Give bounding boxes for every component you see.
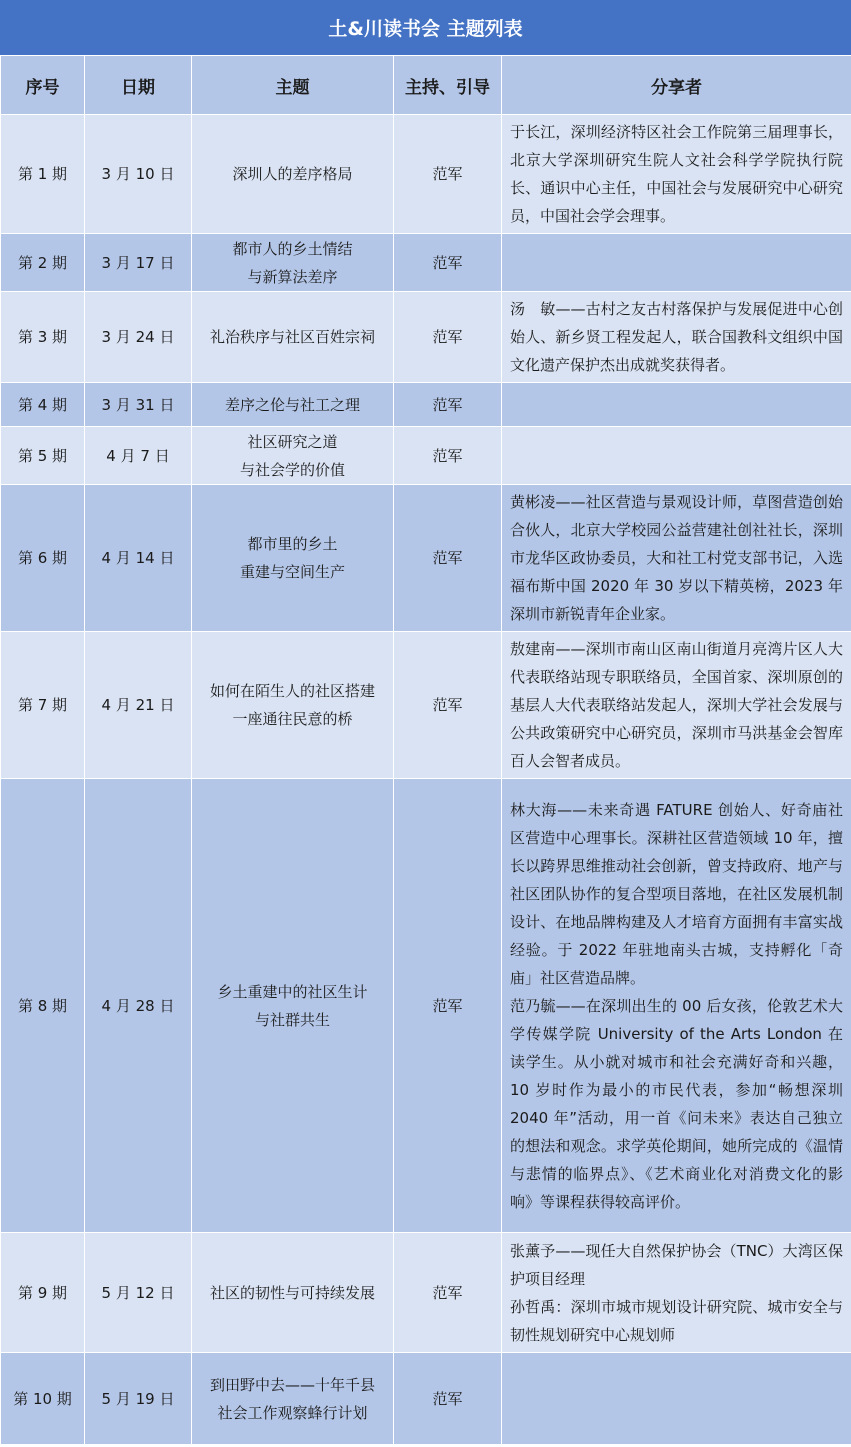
header-topic: 主题 bbox=[192, 56, 394, 115]
topic-line: 礼治秩序与社区百姓宗祠 bbox=[209, 328, 375, 346]
issue-host: 范军 bbox=[394, 1353, 502, 1445]
topic-line: 到田野中去——十年千县 bbox=[209, 1375, 375, 1394]
issue-host: 范军 bbox=[394, 292, 502, 383]
issue-host: 范军 bbox=[394, 485, 502, 632]
issue-topic bbox=[192, 632, 394, 779]
topic-line: 与社会学的价值 bbox=[239, 460, 345, 479]
speaker-bio: 范乃毓——在深圳出生的 00 后女孩，伦敦艺术大学传媒学院 University of the Arts London 在读学生。从小就对城市和社会充满好奇和兴趣，10 岁时作为最小的市民代表，参加“畅想深圳 2040 年”活动，用一首《问未来》表达自己独立的想法和观念。求学英伦期间，她所完成的《温情与悲情的临界点》、《艺术商业化对消费文化的影响》等课程获得较高评价。 bbox=[510, 996, 843, 1211]
issue-speakers bbox=[502, 234, 851, 292]
table-row bbox=[1, 1233, 851, 1353]
header-host: 主持、引导 bbox=[394, 56, 502, 115]
table-row bbox=[1, 383, 851, 427]
issue-topic bbox=[192, 1233, 394, 1353]
topic-line: 差序之伦与社工之理 bbox=[224, 395, 360, 414]
issue-number: 第 10 期 bbox=[1, 1353, 85, 1445]
issue-number: 第 7 期 bbox=[1, 632, 85, 779]
issue-date: 4 月 14 日 bbox=[85, 485, 192, 632]
topic-line: 如何在陌生人的社区搭建 bbox=[209, 682, 375, 700]
topic-line: 重建与空间生产 bbox=[239, 563, 345, 581]
issue-topic bbox=[192, 427, 394, 485]
issue-speakers bbox=[502, 779, 851, 1233]
issue-number: 第 4 期 bbox=[1, 383, 85, 427]
table-row bbox=[1, 632, 851, 779]
issue-speakers bbox=[502, 485, 851, 632]
speaker-bio: 于长江，深圳经济特区社会工作院第三届理事长，北京大学深圳研究生院人文社会科学学院执行院长、通识中心主任，中国社会与发展研究中心研究员，中国社会学会理事。 bbox=[510, 123, 843, 225]
header-date: 日期 bbox=[85, 56, 192, 115]
issue-topic bbox=[192, 485, 394, 632]
topic-line: 与新算法差序 bbox=[247, 267, 338, 286]
issue-speakers bbox=[502, 1353, 851, 1445]
issue-speakers bbox=[502, 632, 851, 779]
header-row bbox=[1, 56, 851, 115]
issue-date: 5 月 12 日 bbox=[85, 1233, 192, 1353]
issue-topic bbox=[192, 383, 394, 427]
topic-line: 社区的韧性与可持续发展 bbox=[209, 1283, 375, 1302]
issue-topic bbox=[192, 115, 394, 234]
issue-host: 范军 bbox=[394, 632, 502, 779]
topic-line: 社区研究之道 bbox=[247, 432, 338, 451]
issue-number: 第 9 期 bbox=[1, 1233, 85, 1353]
issue-topic bbox=[192, 779, 394, 1233]
header-speakers: 分享者 bbox=[502, 56, 851, 115]
topic-line: 一座通往民意的桥 bbox=[232, 710, 353, 728]
issue-topic bbox=[192, 234, 394, 292]
issue-number: 第 3 期 bbox=[1, 292, 85, 383]
issue-speakers bbox=[502, 383, 851, 427]
page-title: 土&川读书会 主题列表 bbox=[0, 0, 851, 55]
issue-topic bbox=[192, 292, 394, 383]
issue-date: 3 月 17 日 bbox=[85, 234, 192, 292]
issue-date: 4 月 21 日 bbox=[85, 632, 192, 779]
issue-host: 范军 bbox=[394, 115, 502, 234]
speaker-bio: 林大海——未来奇遇 FATURE 创始人、好奇庙社区营造中心理事长。深耕社区营造领域 10 年，擅长以跨界思维推动社会创新，曾支持政府、地产与社区团队协作的复合型项目落地，在社区发展机制设计、在地品牌构建及人才培育方面拥有丰富实战经验。于 2022 年驻地南头古城，支持孵化「奇庙」社区营造品牌。 bbox=[510, 800, 843, 987]
speaker-bio: 张薰予——现任大自然保护协会（TNC）大湾区保护项目经理 bbox=[510, 1241, 843, 1288]
issue-host: 范军 bbox=[394, 427, 502, 485]
header-no: 序号 bbox=[1, 56, 85, 115]
table-row bbox=[1, 234, 851, 292]
issue-number: 第 2 期 bbox=[1, 234, 85, 292]
topic-line: 深圳人的差序格局 bbox=[232, 165, 353, 183]
table-row bbox=[1, 292, 851, 383]
speaker-bio: 孙哲禹：深圳市城市规划设计研究院、城市安全与韧性规划研究中心规划师 bbox=[510, 1297, 843, 1344]
speaker-bio: 黄彬凌——社区营造与景观设计师，草图营造创始合伙人，北京大学校园公益营建社创社社长，深圳市龙华区政协委员，大和社工村党支部书记，入选福布斯中国 2020 年 30 岁以下精英榜，2023 年深圳市新锐青年企业家。 bbox=[510, 493, 843, 623]
table-row bbox=[1, 779, 851, 1233]
topic-line: 与社群共生 bbox=[254, 1010, 330, 1029]
topic-line: 都市人的乡土情结 bbox=[232, 239, 353, 258]
issue-host: 范军 bbox=[394, 1233, 502, 1353]
issue-date: 4 月 28 日 bbox=[85, 779, 192, 1233]
issue-host: 范军 bbox=[394, 383, 502, 427]
issue-number: 第 1 期 bbox=[1, 115, 85, 234]
issue-host: 范军 bbox=[394, 234, 502, 292]
issue-date: 3 月 10 日 bbox=[85, 115, 192, 234]
issue-speakers bbox=[502, 1233, 851, 1353]
issue-speakers bbox=[502, 115, 851, 234]
issue-date: 5 月 19 日 bbox=[85, 1353, 192, 1445]
topic-line: 社会工作观察蜂行计划 bbox=[217, 1403, 368, 1422]
table-row bbox=[1, 485, 851, 632]
issue-date: 3 月 24 日 bbox=[85, 292, 192, 383]
issue-speakers bbox=[502, 292, 851, 383]
issue-number: 第 6 期 bbox=[1, 485, 85, 632]
table-row bbox=[1, 427, 851, 485]
issue-number: 第 5 期 bbox=[1, 427, 85, 485]
issue-speakers bbox=[502, 427, 851, 485]
issue-date: 4 月 7 日 bbox=[85, 427, 192, 485]
issue-host: 范军 bbox=[394, 779, 502, 1233]
issue-date: 3 月 31 日 bbox=[85, 383, 192, 427]
topic-line: 乡土重建中的社区生计 bbox=[217, 982, 368, 1001]
issue-topic bbox=[192, 1353, 394, 1445]
speaker-bio: 敖建南——深圳市南山区南山街道月亮湾片区人大代表联络站现专职联络员，全国首家、深圳原创的基层人大代表联络站发起人，深圳大学社会发展与公共政策研究中心研究员，深圳市马洪基金会智库百人会智者成员。 bbox=[510, 640, 843, 770]
issue-number: 第 8 期 bbox=[1, 779, 85, 1233]
topic-table bbox=[0, 55, 851, 1445]
speaker-bio: 汤 敏——古村之友古村落保护与发展促进中心创始人、新乡贤工程发起人，联合国教科文组织中国文化遗产保护杰出成就奖获得者。 bbox=[510, 300, 843, 374]
topic-line: 都市里的乡土 bbox=[247, 535, 338, 553]
table-row bbox=[1, 1353, 851, 1445]
table-row bbox=[1, 115, 851, 234]
